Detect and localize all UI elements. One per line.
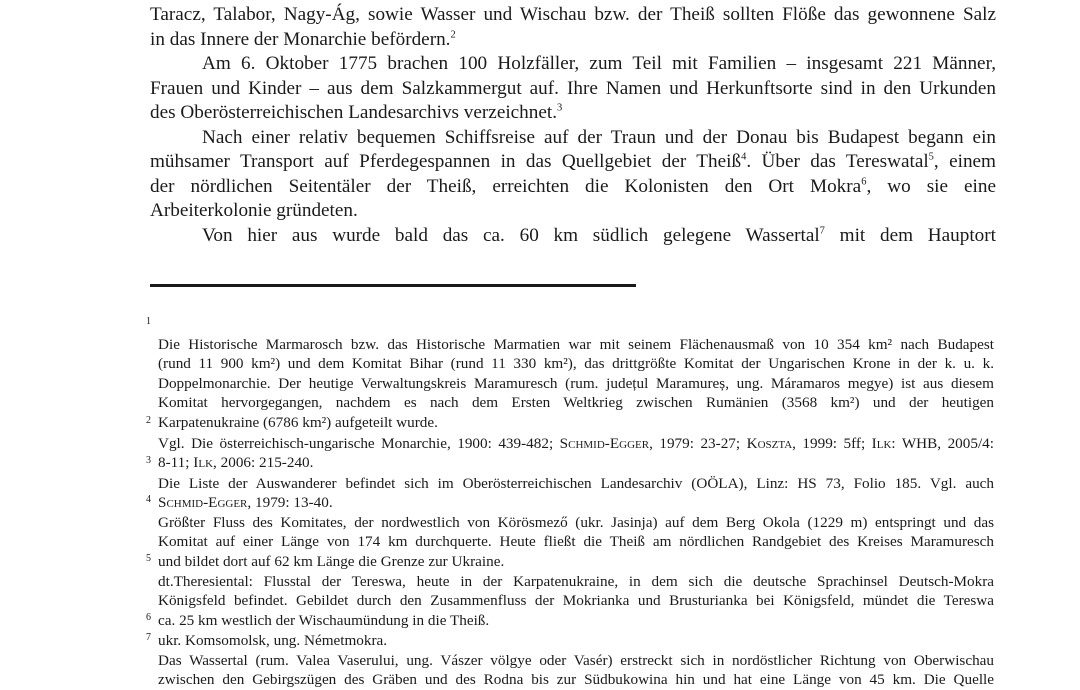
body-text xyxy=(150,3,996,248)
paragraph-3-line-2: mühsamer Transport auf Pferdegespannen in das Quellgebiet der Theiß$^4$. Über das Tereswatal$^5$, einem xyxy=(150,151,996,172)
paragraph-2-line-1: Am 6. Oktober 1775 brachen 100 Holzfäller, zum Teil mit Familien – insgesamt 221 Männer, xyxy=(202,53,996,74)
footnote-3 xyxy=(146,454,996,512)
footnote-1-line-4: Komitat hervorgegangen, nachdem es nach dem Ersten Weltkrieg zwischen Rumänien (3568 km²) und der heutigen xyxy=(158,394,994,412)
footnote-6-line-1: ukr. Komsomolsk, ung. Németmokra. xyxy=(158,631,388,649)
footnote-1-line-5: Karpatenukraine (6786 km²) aufgeteilt wurde. xyxy=(158,413,438,431)
footnote-1-line-3: Doppelmonarchie. Der heutige Verwaltungskreis Maramuresch (rum. județul Maramureș, ung. Máramaros megye) ist aus diesem xyxy=(158,374,994,392)
footnote-number: 7 xyxy=(146,632,151,643)
footnote-5-line-1: dt.Theresiental: Flusstal der Tereswa, heute in der Karpatenukraine, in dem sich die deutsche Sprachinsel Deutsch-Mokra xyxy=(158,572,994,590)
footnote-5-line-3: ca. 25 km westlich der Wischaumündung in die Theiß. xyxy=(158,611,490,629)
footnote-7-line-2: zwischen den Gebirgszügen des Gräben und des Rodna bis zur Südbukowina hin und hat eine Länge von 45 km. Die Quelle xyxy=(158,671,994,689)
footnote-2-line-2: 8-11; Ilk, 2006: 215-240. xyxy=(158,454,314,472)
paragraph-3-line-4: Arbeiterkolonie gründeten. xyxy=(150,200,358,221)
footnote-1-line-1: Die Historische Marmarosch bzw. das Historische Marmatien war mit seinem Flächenausmaß von 10 354 km² nach Budapest xyxy=(158,335,994,353)
footnote-separator xyxy=(150,284,636,287)
footnote-ref-3[interactable]: 3 xyxy=(557,102,563,114)
footnote-1 xyxy=(146,315,996,431)
paragraph-4-line-1: Von hier aus wurde bald das ca. 60 km südlich gelegene Wassertal$^7$ mit dem Hauptort xyxy=(202,224,996,246)
paragraph-1-line-1: Taracz, Talabor, Nagy-Ág, sowie Wasser und Wischau bzw. der Theiß sollten Flöße das gewonnene Salz xyxy=(150,4,996,25)
footnote-7 xyxy=(146,631,996,689)
footnote-4-line-3: und bildet dort auf 62 km Länge die Grenze zur Ukraine. xyxy=(158,552,505,570)
footnote-ref-4[interactable]: 4 xyxy=(741,151,747,163)
footnote-number: 2 xyxy=(146,415,151,426)
footnote-ref-2[interactable]: 2 xyxy=(450,29,456,41)
footnote-number: 1 xyxy=(146,316,151,327)
footnote-4-line-1: Größter Fluss des Komitates, der nordwestlich von Körösmező (ukr. Jasinja) auf dem Berg Okola (1229 m) entspringt und das xyxy=(158,513,994,531)
paragraph-3-line-3: der nördlichen Seitentäler der Theiß, erreichten die Kolonisten den Ort Mokra$^6$, wo sie eine xyxy=(150,175,996,197)
footnote-number: 4 xyxy=(146,494,151,505)
footnote-number: 3 xyxy=(146,455,151,466)
footnote-number: 6 xyxy=(146,612,151,623)
footnote-3-line-2: Schmid-Egger, 1979: 13-40. xyxy=(158,494,333,512)
footnote-7-line-1: Das Wassertal (rum. Valea Vaserului, ung. Vászer völgye oder Vasér) erstreckt sich in nordöstlicher Richtung von Oberwischau xyxy=(158,651,994,669)
paragraph-2-line-3: des Oberösterreichischen Landesarchivs verzeichnet.$^3$ xyxy=(150,102,563,123)
footnote-2-line-1: Vgl. Die österreichisch-ungarische Monarchie, 1900: 439-482; Schmid-Egger, 1979: 23-27; Koszta, 1999: 5ff; Ilk: WHB, 2005/4: xyxy=(158,434,994,452)
footnote-5 xyxy=(146,552,996,629)
footnote-number: 5 xyxy=(146,553,151,564)
paragraph-2-line-2: Frauen und Kinder – aus dem Salzkammergut auf. Ihre Namen und Herkunftsorte sind in den Urkunden xyxy=(150,77,996,99)
footnote-5-line-2: Königsfeld befindet. Gebildet durch den Zusammenfluss der Mokrianka und Brusturianka bei Königsfeld, mündet die Tereswa xyxy=(158,592,994,610)
footnote-ref-6[interactable]: 6 xyxy=(861,176,867,188)
footnote-1-line-2: (rund 11 900 km²) und dem Komitat Bihar (rund 11 330 km²), das drittgrößte Komitat der Ungarischen Krone in der k. u. k. xyxy=(158,355,994,373)
footnote-3-line-1: Die Liste der Auswanderer befindet sich im Oberösterreichischen Landesarchiv (OÖLA), Linz: HS 73, Folio 185. Vgl. auch xyxy=(158,474,994,492)
footnote-ref-7[interactable]: 7 xyxy=(819,225,825,237)
paragraph-3-line-1: Nach einer relativ bequemen Schiffsreise auf der Traun und der Donau bis Budapest begann ein xyxy=(202,126,996,148)
footnote-4 xyxy=(146,493,996,570)
footnote-2 xyxy=(146,414,996,472)
footnote-6 xyxy=(146,611,996,649)
footnote-ref-5[interactable]: 5 xyxy=(928,151,934,163)
footnote-4-line-2: Komitat auf einer Länge von 174 km durchquerte. Heute fließt die Theiß am nördlichen Randgebiet des Kreises Maramuresch xyxy=(158,533,994,551)
paragraph-1-line-2: in das Innere der Monarchie befördern.$^2$ xyxy=(150,28,456,50)
